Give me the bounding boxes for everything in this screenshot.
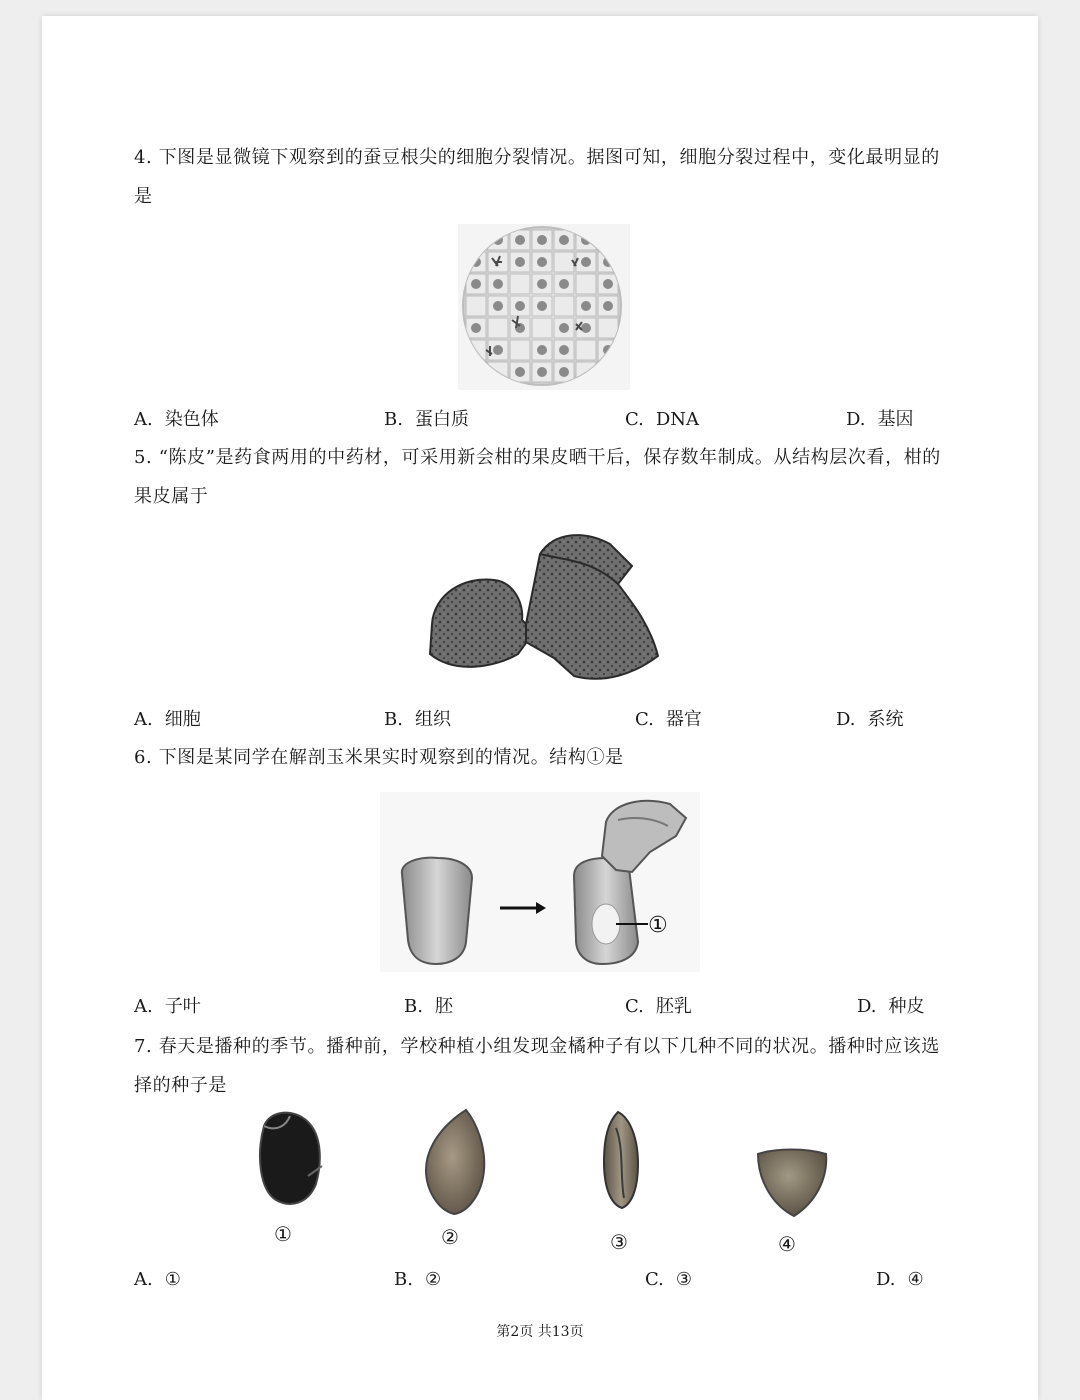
q6-option-b[interactable]: B. 胚 [404,996,453,1017]
seed-1-label: ① [274,1222,292,1246]
q7-option-b[interactable]: B. ② [394,1269,442,1290]
question-5-stem: 5. “陈皮”是药食两用的中药材，可采用新会柑的果皮晒干后，保存数年制成。从结构层次看，柑的果皮属于 [134,447,941,507]
q6-option-a[interactable]: A. 子叶 [134,996,201,1017]
cell-division-micrograph [456,222,632,392]
seed-4-label: ④ [778,1232,796,1256]
seed-1-image [250,1106,330,1216]
embryo-marker-label: ① [648,913,668,938]
q7-option-c[interactable]: C. ③ [645,1269,692,1290]
q5-option-d[interactable]: D. 系统 [836,709,904,730]
question-6-stem: 6. 下图是某同学在解剖玉米果实时观察到的情况。结构①是 [134,747,624,768]
q4-option-d[interactable]: D. 基因 [846,409,914,430]
q4-option-c[interactable]: C. DNA [625,409,700,430]
q6-option-d[interactable]: D. 种皮 [857,996,925,1017]
q5-option-a[interactable]: A. 细胞 [134,709,201,730]
q4-option-a[interactable]: A. 染色体 [134,409,219,430]
q7-option-d[interactable]: D. ④ [876,1269,924,1290]
page-number-footer: 第2页 共13页 [496,1324,584,1340]
q5-option-c[interactable]: C. 器官 [635,709,702,730]
dried-peel-image [414,524,664,694]
seed-2-label: ② [441,1225,459,1249]
question-7-stem: 7. 春天是播种的季节。播种前，学校种植小组发现金橘种子有以下几种不同的状况。播种时应该选择的种子是 [134,1036,940,1096]
seed-4-image [752,1144,832,1220]
q5-option-b[interactable]: B. 组织 [384,709,451,730]
seed-2-image [416,1106,496,1218]
question-4-stem: 4. 下图是显微镜下观察到的蚕豆根尖的细胞分裂情况。据图可知，细胞分裂过程中，变化最明显的是 [134,147,940,207]
seed-3-label: ③ [610,1230,628,1254]
q4-option-b[interactable]: B. 蛋白质 [384,409,469,430]
q7-option-a[interactable]: A. ① [134,1269,181,1290]
q6-option-c[interactable]: C. 胚乳 [625,996,692,1017]
seed-3-image [598,1108,644,1212]
corn-kernel-dissection-image [380,792,700,972]
